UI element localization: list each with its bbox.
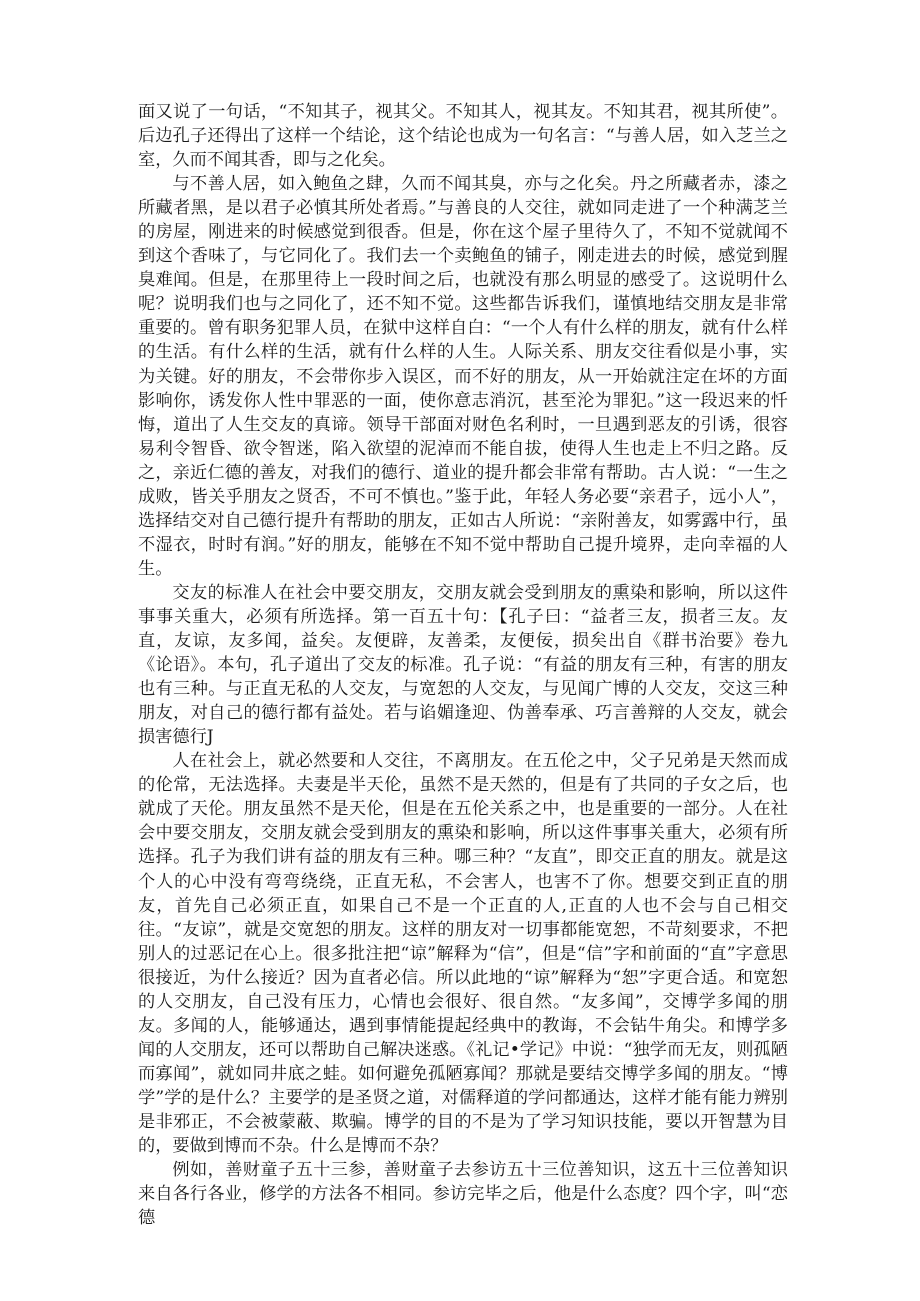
paragraph-4: 人在社会上，就必然要和人交往，不离朋友。在五伦之中，父子兄弟是天然而成的伦常，无法选择。夫妻是半天伦，虽然不是天然的，但是有了共同的子女之后，也就成了天伦。朋友虽然不是天伦，但是在五伦关系之中，也是重要的一部分。人在社会中要交朋友，交朋友就会受到朋友的熏染和影响，所以这件事事关重大，必须有所选择。孔子为我们讲有益的朋友有三种。哪三种？“友直”，即交正直的朋友。就是这个人的心中没有弯弯绕绕，正直无私，不会害人，也害不了你。想要交到正直的朋友，首先自己必须正直，如果自己不是一个正直的人,正直的人也不会与自己相交往。“友谅”，就是交宽恕的朋友。这样的朋友对一切事都能宽恕，不苛刻要求，不把别人的过恶记在心上。很多批注把“谅”解释为“信”，但是“信”字和前面的“直”字意思很接近，为什么接近？因为直者必信。所以此地的“谅”解释为“恕”字更合适。和宽恕的人交朋友，自己没有压力，心情也会很好、很自然。“友多闻”，交博学多闻的朋友。多闻的人，能够通达，遇到事情能提起经典中的教诲，不会钻牛角尖。和博学多闻的人交朋友，还可以帮助自己解决迷惑。《礼记•学记》中说：“独学而无友，则孤陋而寡闻”，就如同井底之蛙。如何避免孤陋寡闻？那就是要结交博学多闻的朋友。“博学”学的是什么？主要学的是圣贤之道，对儒释道的学问都通达，这样才能有能力辨别是非邪正，不会被蒙蔽、欺骗。博学的目的不是为了学习知识技能，要以开智慧为目的，要做到博而不杂。什么是博而不杂？ [138,751,788,1157]
paragraph-2: 与不善人居，如入鲍鱼之肆，久而不闻其臭，亦与之化矣。丹之所藏者赤，漆之所藏者黑，是以君子必慎其所处者焉。”与善良的人交往，就如同走进了一个种满芝兰的房屋，刚进来的时候感觉到很香。但是，你在这个屋子里待久了，不知不觉就闻不到这个香味了，与它同化了。我们去一个卖鲍鱼的铺子，刚走进去的时候，感觉到腥臭难闻。但是，在那里待上一段时间之后，也就没有那么明显的感受了。这说明什么呢？说明我们也与之同化了，还不知不觉。这些都告诉我们，谨慎地结交朋友是非常重要的。曾有职务犯罪人员，在狱中这样自白：“一个人有什么样的朋友，就有什么样的生活。有什么样的生活，就有什么样的人生。人际关系、朋友交往看似是小事，实为关键。好的朋友，不会带你步入误区，而不好的朋友，从一开始就注定在坏的方面影响你，诱发你人性中罪恶的一面，使你意志消沉，甚至沦为罪犯。”这一段迟来的忏悔，道出了人生交友的真谛。领导干部面对财色名利时，一旦遇到恶友的引诱，很容易利令智昏、欲令智迷，陷入欲望的泥淖而不能自拔，使得人生也走上不归之路。反之，亲近仁德的善友，对我们的德行、道业的提升都会非常有帮助。古人说：“一生之成败，皆关乎朋友之贤否，不可不慎也。”鉴于此，年轻人务必要“亲君子，远小人”，选择结交对自己德行提升有帮助的朋友，正如古人所说：“亲附善友，如雾露中行，虽不湿衣，时时有润。”好的朋友，能够在不知不觉中帮助自己提升境界，走向幸福的人生。 [138,174,788,579]
document-page [138,100,788,1230]
paragraph-1: 面又说了一句话，“不知其子，视其父。不知其人，视其友。不知其君，视其所使”。后边孔子还得出了这样一个结论，这个结论也成为一句名言：“与善人居，如入芝兰之室，久而不闻其香，即与之化矣。 [138,102,788,171]
paragraph-3: 交友的标准人在社会中要交朋友，交朋友就会受到朋友的熏染和影响，所以这件事事关重大，必须有所选择。第一百五十句：【孔子曰：“益者三友，损者三友。友直，友谅，友多闻，益矣。友便辟，友善柔，友便佞，损矣出自《群书治要》卷九《论语》。本句，孔子道出了交友的标准。孔子说：“有益的朋友有三种，有害的朋友也有三种。与正直无私的人交友，与宽恕的人交友，与见闻广博的人交友，交这三种朋友，对自己的德行都有益处。若与谄媚逢迎、伪善奉承、巧言善辩的人交友，就会损害德行J [138,582,788,748]
paragraph-5: 例如，善财童子五十三参，善财童子去参访五十三位善知识，这五十三位善知识来自各行各业，修学的方法各不相同。参访完毕之后，他是什么态度？四个字，叫“恋德 [138,1160,788,1229]
